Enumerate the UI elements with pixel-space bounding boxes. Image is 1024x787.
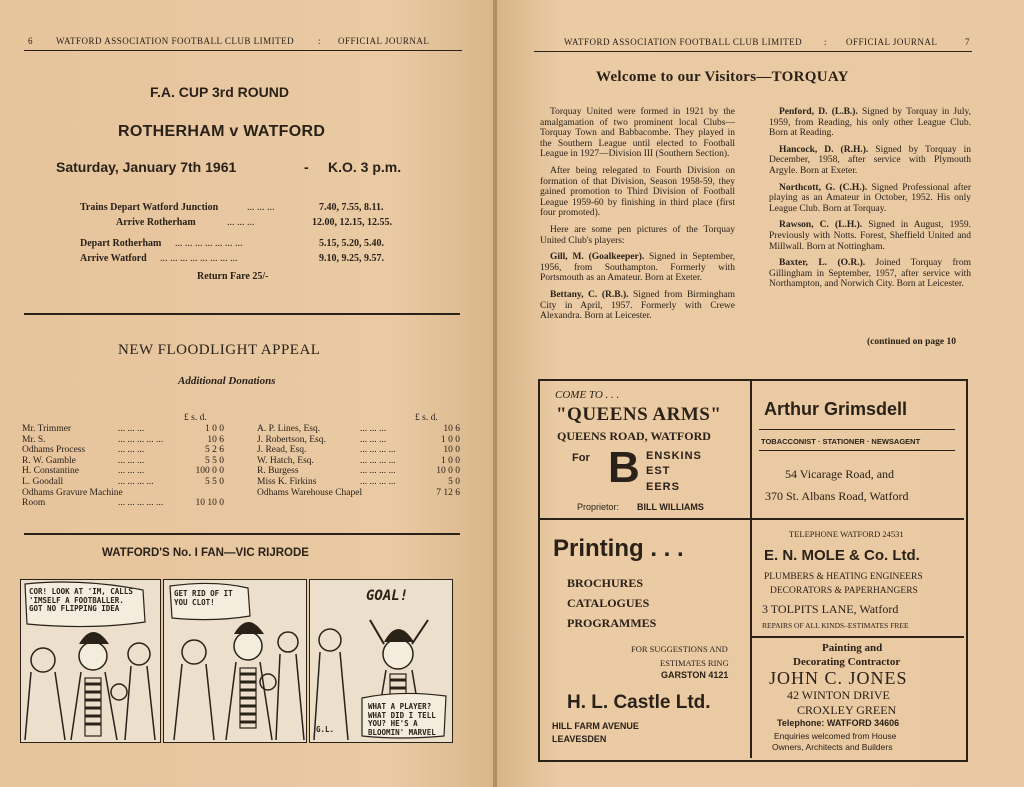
queens-address: QUEENS ROAD, WATFORD bbox=[557, 429, 711, 443]
donor-name: H. Constantine bbox=[22, 466, 79, 477]
donor-amount: 100 0 0 bbox=[195, 466, 224, 477]
article-paragraph bbox=[769, 107, 971, 139]
paragraph-text: Signed from Birmingham City in April, 1957. Formerly with Crewe Alexandra. Born at Leicester. bbox=[540, 289, 735, 322]
train-times: 9.10, 9.25, 9.57. bbox=[319, 253, 384, 264]
donor-name: J. Read, Esq. bbox=[257, 445, 307, 456]
donor-name: L. Goodall bbox=[22, 477, 64, 487]
queens-for: For bbox=[572, 452, 590, 464]
article-paragraph bbox=[540, 252, 735, 284]
paragraph-text: Signed by Torquay in December, 1958, after service with Plymouth Argyle. Born at Exeter. bbox=[769, 144, 971, 176]
left-header-separator: : bbox=[318, 36, 322, 46]
donor-amount: 5 5 0 bbox=[205, 455, 224, 466]
donor-dots: ... ... ... bbox=[118, 445, 145, 456]
donor-dots: ... ... ... ... bbox=[360, 477, 396, 487]
header-rule bbox=[534, 51, 972, 52]
donor-dots: ... ... ... ... bbox=[360, 466, 396, 477]
donor-name: Odhams Gravure Machine bbox=[22, 487, 123, 498]
cartoon-panel-1 bbox=[20, 579, 161, 743]
panel2-speech: GET RID OF IT YOU CLOT! bbox=[174, 589, 233, 607]
paragraph-text: After being relegated to Fourth Division on formation of that Division, Season 1958-59, they gained promotion to Third Division of Football League 1959-60 by finishing in third place (first four promoted). bbox=[540, 165, 735, 219]
donor-dots: ... ... ... ... bbox=[360, 445, 396, 456]
donor-amount: 1 0 0 bbox=[441, 455, 460, 466]
queens-line3: EERS bbox=[646, 481, 680, 493]
article-paragraph bbox=[769, 258, 971, 290]
cup-round-title: F.A. CUP 3rd ROUND bbox=[150, 84, 289, 100]
queens-line2: EST bbox=[646, 465, 671, 477]
donor-dots: ... ... ... bbox=[360, 434, 387, 445]
train-times: 12.00, 12.15, 12.55. bbox=[312, 217, 392, 228]
donor-dots: ... ... ... bbox=[118, 424, 145, 434]
match-title: ROTHERHAM v WATFORD bbox=[118, 123, 326, 140]
cartoonist-signature: G.L. bbox=[316, 725, 335, 734]
grimsdell-rule bbox=[759, 450, 955, 451]
right-header-title: WATFORD ASSOCIATION FOOTBALL CLUB LIMITED bbox=[564, 37, 803, 47]
match-date: Saturday, January 7th 1961 bbox=[56, 159, 237, 175]
jones-address-2: CROXLEY GREEN bbox=[797, 703, 897, 717]
mole-telephone: TELEPHONE WATFORD 24531 bbox=[789, 529, 904, 539]
donor-amount: 10 0 bbox=[443, 445, 460, 456]
paragraph-text: Signed in August, 1959. Previously with Notts. Forest, Sheffield United and Millwall. Born at Nottingham. bbox=[769, 220, 972, 252]
section-rule bbox=[24, 313, 460, 315]
grimsdell-name: Arthur Grimsdell bbox=[764, 399, 908, 419]
currency-header: £ s. d. bbox=[184, 413, 207, 423]
donor-dots: ... ... ... ... ... bbox=[118, 434, 164, 445]
train-times: 7.40, 7.55, 8.11. bbox=[319, 202, 384, 213]
donor-dots: ... ... ... ... ... bbox=[118, 498, 164, 509]
article-paragraph bbox=[540, 225, 735, 246]
appeal-subtitle: Additional Donations bbox=[178, 375, 276, 387]
printing-address-1: HILL FARM AVENUE bbox=[552, 721, 639, 731]
jones-phone: Telephone: WATFORD 34606 bbox=[777, 718, 900, 728]
section-rule bbox=[24, 533, 460, 535]
cartoon-panel-3 bbox=[309, 579, 453, 743]
article-paragraph bbox=[769, 145, 971, 177]
donor-amount: 10 0 0 bbox=[436, 466, 460, 477]
ad-divider-vertical bbox=[750, 381, 752, 758]
right-header-separator: : bbox=[824, 37, 828, 47]
paragraph-text: Here are some pen pictures of the Torquay United Club's players: bbox=[540, 224, 735, 246]
queens-proprietor: BILL WILLIAMS bbox=[637, 502, 704, 512]
paragraph-text: Joined Torquay from Gillingham in September, 1957, after service with Northampton, and Norwich City. Born at Leicester. bbox=[769, 258, 971, 290]
return-fare: Return Fare 25/- bbox=[197, 271, 269, 282]
queens-b-letter: B bbox=[608, 443, 640, 492]
train-dots: ... ... ... ... ... ... ... ... bbox=[160, 253, 238, 264]
mole-name: E. N. MOLE & Co. Ltd. bbox=[764, 547, 920, 564]
article-column-1 bbox=[540, 107, 735, 328]
date-dash: - bbox=[304, 159, 309, 175]
paragraph-text: Signed by Torquay in July, 1959, from Reading, his only other League Club. Born at Reading. bbox=[769, 107, 971, 139]
grimsdell-address-1: 54 Vicarage Road, and bbox=[785, 467, 895, 481]
ad-divider-small bbox=[752, 636, 964, 638]
donor-amount: 10 6 bbox=[443, 424, 460, 434]
jones-trade-1: Painting and bbox=[822, 642, 883, 654]
queens-line1: ENSKINS bbox=[646, 450, 702, 462]
donor-dots: ... ... ... ... bbox=[118, 477, 154, 487]
left-header-journal: OFFICIAL JOURNAL bbox=[338, 36, 430, 46]
train-label: Trains Depart Watford Junction bbox=[80, 202, 219, 213]
welcome-title: Welcome to our Visitors—TORQUAY bbox=[596, 69, 849, 85]
train-label: Arrive Watford bbox=[80, 253, 147, 264]
continued-note: (continued on page 10 bbox=[867, 337, 956, 347]
train-label: Arrive Rotherham bbox=[116, 217, 196, 228]
player-name: Baxter, L. (O.R.). bbox=[779, 258, 866, 269]
panel3-goal: GOAL! bbox=[366, 588, 409, 604]
donor-amount: 1 0 0 bbox=[441, 434, 460, 445]
donor-dots: ... ... ... bbox=[118, 455, 145, 466]
printing-title: Printing . . . bbox=[553, 535, 684, 562]
jones-address-1: 42 WINTON DRIVE bbox=[787, 688, 890, 702]
mole-line-2: DECORATORS & PAPERHANGERS bbox=[770, 586, 918, 596]
donor-amount: 5 5 0 bbox=[205, 477, 224, 487]
player-name: Penford, D. (L.B.). bbox=[779, 107, 858, 117]
currency-header: £ s. d. bbox=[415, 413, 438, 423]
train-label: Depart Rotherham bbox=[80, 238, 162, 249]
donor-amount: 5 0 bbox=[448, 477, 460, 487]
appeal-title: NEW FLOODLIGHT APPEAL bbox=[118, 342, 321, 358]
player-name: Gill, M. (Goalkeeper). bbox=[550, 252, 645, 263]
kickoff-time: K.O. 3 p.m. bbox=[328, 159, 402, 175]
queens-come-to: COME TO . . . bbox=[555, 389, 620, 401]
train-dots: ... ... ... bbox=[227, 217, 255, 228]
printing-item: CATALOGUES bbox=[567, 596, 650, 610]
donor-name: R. Burgess bbox=[257, 466, 299, 477]
donor-name: Odhams Process bbox=[22, 445, 86, 456]
donor-name: J. Robertson, Esq. bbox=[257, 434, 326, 445]
donor-name: Mr. S. bbox=[22, 434, 46, 445]
donor-dots: ... ... ... ... bbox=[360, 455, 396, 466]
donor-name: Miss K. Firkins bbox=[257, 477, 317, 487]
panel3-speech: WHAT A PLAYER? WHAT DID I TELL YOU? HE'S A BLOOMIN' MARVEL bbox=[368, 702, 436, 737]
donor-dots: ... ... ... bbox=[118, 466, 145, 477]
grimsdell-trade: TOBACCONIST · STATIONER · NEWSAGENT bbox=[761, 437, 921, 446]
donor-dots: ... ... ... bbox=[360, 424, 387, 434]
printing-company: H. L. Castle Ltd. bbox=[567, 692, 711, 713]
fan-title: WATFORD'S No. I FAN—VIC RIJRODE bbox=[102, 547, 309, 559]
article-column-2 bbox=[769, 107, 971, 296]
donor-name: Room bbox=[22, 498, 46, 509]
donor-amount: 10 10 0 bbox=[195, 498, 224, 509]
left-header-title: WATFORD ASSOCIATION FOOTBALL CLUB LIMITED bbox=[56, 36, 295, 46]
ad-divider-horizontal bbox=[540, 518, 964, 520]
queens-name: "QUEENS ARMS" bbox=[556, 404, 722, 425]
panel1-speech: COR! LOOK AT 'IM, CALLS 'IMSELF A FOOTBALLER. GOT NO FLIPPING IDEA bbox=[29, 587, 133, 613]
header-rule bbox=[24, 50, 462, 51]
right-page-number: 7 bbox=[965, 37, 970, 47]
article-paragraph bbox=[540, 107, 735, 160]
donor-name: W. Hatch, Esq. bbox=[257, 455, 314, 466]
article-paragraph bbox=[769, 183, 971, 215]
player-name: Northcott, G. (C.H.). bbox=[779, 182, 868, 193]
article-paragraph bbox=[769, 220, 971, 252]
left-page-number: 6 bbox=[28, 36, 33, 46]
donor-amount: 7 12 6 bbox=[436, 487, 460, 498]
donor-name: R. W. Gamble bbox=[22, 455, 76, 466]
donor-amount: 5 2 6 bbox=[205, 445, 224, 456]
article-paragraph bbox=[540, 290, 735, 322]
paragraph-text: Signed Professional after playing as an Amateur in October, 1952. His only League Club. Born at Torquay. bbox=[769, 182, 971, 214]
player-name: Rawson, C. (L.H.). bbox=[779, 220, 863, 231]
player-name: Bettany, C. (R.B.). bbox=[550, 289, 629, 300]
queens-proprietor-label: Proprietor: bbox=[577, 502, 620, 512]
paragraph-text: Torquay United were formed in 1921 by the amalgamation of two prominent local Clubs—Torquay Town and Babbacombe. They played in the Southern League until elected to Football League in 1927—Division III (Southern Section). bbox=[540, 107, 735, 160]
donor-name: A. P. Lines, Esq. bbox=[257, 424, 321, 434]
printing-suggest-1: FOR SUGGESTIONS AND bbox=[631, 644, 728, 654]
jones-trade-2: Decorating Contractor bbox=[793, 656, 901, 668]
donor-name: Odhams Warehouse Chapel bbox=[257, 487, 363, 498]
mole-line-1: PLUMBERS & HEATING ENGINEERS bbox=[764, 572, 923, 582]
mole-address: 3 TOLPITS LANE, Watford bbox=[762, 602, 899, 616]
train-dots: ... ... ... bbox=[247, 202, 275, 213]
cartoon-panel-2 bbox=[163, 579, 307, 743]
right-header-journal: OFFICIAL JOURNAL bbox=[846, 37, 938, 47]
printing-item: BROCHURES bbox=[567, 576, 644, 590]
jones-name: JOHN C. JONES bbox=[769, 668, 908, 688]
left-page bbox=[0, 0, 493, 787]
train-times: 5.15, 5.20, 5.40. bbox=[319, 238, 384, 249]
grimsdell-rule bbox=[759, 429, 955, 430]
printing-suggest-2: ESTIMATES RING bbox=[660, 658, 729, 668]
printing-phone: GARSTON 4121 bbox=[661, 670, 729, 680]
train-dots: ... ... ... ... ... ... ... bbox=[175, 238, 243, 249]
donor-amount: 1 0 0 bbox=[205, 424, 224, 434]
mole-repairs: REPAIRS OF ALL KINDS–ESTIMATES FREE bbox=[762, 621, 909, 630]
grimsdell-address-2: 370 St. Albans Road, Watford bbox=[765, 489, 909, 503]
jones-note-1: Enquiries welcomed from House bbox=[774, 731, 897, 741]
paragraph-text: Signed in September, 1956, from Southampton. Formerly with Portsmouth as an Amateur. Born at Exeter. bbox=[540, 252, 735, 284]
right-page bbox=[497, 0, 1024, 787]
donor-name: Mr. Trimmer bbox=[22, 424, 72, 434]
article-paragraph bbox=[540, 166, 735, 219]
player-name: Hancock, D. (R.H.). bbox=[779, 144, 869, 155]
donor-amount: 10 6 bbox=[207, 434, 224, 445]
printing-address-2: LEAVESDEN bbox=[552, 734, 607, 744]
jones-note-2: Owners, Architects and Builders bbox=[772, 742, 893, 752]
printing-item: PROGRAMMES bbox=[567, 616, 657, 630]
